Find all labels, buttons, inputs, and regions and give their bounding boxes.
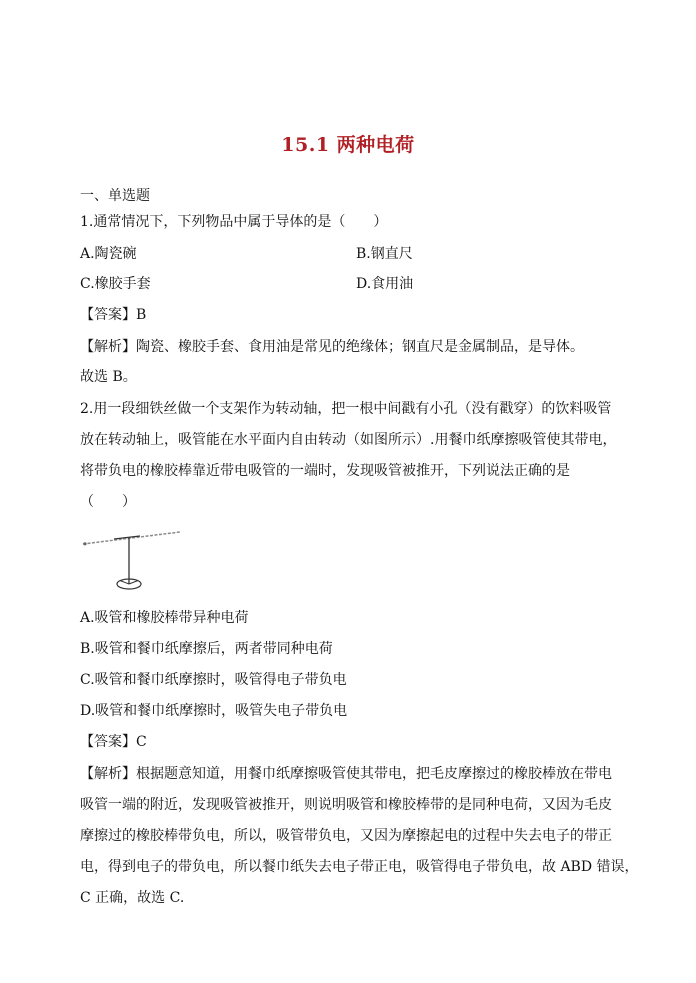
q2-analysis-line-2: 吸管一端的附近，发现吸管被推开，则说明吸管和橡胶棒带的是同种电荷，又因为毛皮 bbox=[80, 797, 612, 813]
q1-answer: 【答案】B bbox=[80, 307, 147, 323]
q2-analysis-line-3: 摩擦过的橡胶棒带负电，所以，吸管带负电，又因为摩擦起电的过程中失去电子的带正 bbox=[80, 828, 612, 844]
q1-conclusion: 故选 B。 bbox=[80, 369, 137, 385]
q2-answer-blank: （ ） bbox=[80, 494, 136, 510]
straw-end bbox=[83, 542, 86, 545]
straw bbox=[83, 532, 180, 544]
q2-analysis-line-5: C 正确，故选 C. bbox=[80, 890, 185, 906]
q1-option-c: C.橡胶手套 bbox=[80, 276, 151, 292]
q2-option-c: C.吸管和餐巾纸摩擦时，吸管得电子带负电 bbox=[80, 672, 347, 688]
q1-option-a: A.陶瓷碗 bbox=[80, 246, 137, 262]
pivot-arm bbox=[114, 536, 140, 539]
q2-analysis-line-1: 【解析】根据题意知道，用餐巾纸摩擦吸管使其带电，把毛皮摩擦过的橡胶棒放在带电 bbox=[80, 766, 612, 782]
q2-answer: 【答案】C bbox=[80, 734, 147, 750]
q1-analysis-text: 陶瓷、橡胶手套、食用油是常见的绝缘体；钢直尺是金属制品，是导体。 bbox=[136, 339, 584, 355]
straw-support-figure bbox=[80, 527, 190, 591]
section-heading: 一、单选题 bbox=[80, 188, 150, 204]
q2-option-a: A.吸管和橡胶棒带异种电荷 bbox=[80, 610, 249, 626]
q2-stem-line-1: 2.用一段细铁丝做一个支架作为转动轴，把一根中间戳有小孔（没有戳穿）的饮料吸管 bbox=[80, 401, 612, 417]
q1-analysis-label: 【解析】 bbox=[80, 339, 136, 355]
page-title: 15.1 两种电荷 bbox=[281, 134, 415, 156]
q2-stem-line-2: 放在转动轴上，吸管能在水平面内自由转动（如图所示）.用餐巾纸摩擦吸管使其带电， bbox=[80, 432, 617, 448]
q1-option-b: B.钢直尺 bbox=[356, 246, 413, 262]
q2-analysis-line-4: 电，得到电子的带负电，所以餐巾纸失去电子带正电，吸管得电子带负电，故 ABD 错误， bbox=[80, 859, 639, 875]
q1-stem: 1.通常情况下，下列物品中属于导体的是（ ） bbox=[80, 214, 388, 230]
q2-stem-line-3: 将带负电的橡胶棒靠近带电吸管的一端时，发现吸管被推开，下列说法正确的是 bbox=[80, 463, 570, 479]
q2-option-d: D.吸管和餐巾纸摩擦时，吸管失电子带负电 bbox=[80, 703, 348, 719]
q1-option-d: D.食用油 bbox=[356, 276, 414, 292]
q2-option-b: B.吸管和餐巾纸摩擦后，两者带同种电荷 bbox=[80, 641, 333, 657]
q1-analysis bbox=[80, 337, 584, 357]
